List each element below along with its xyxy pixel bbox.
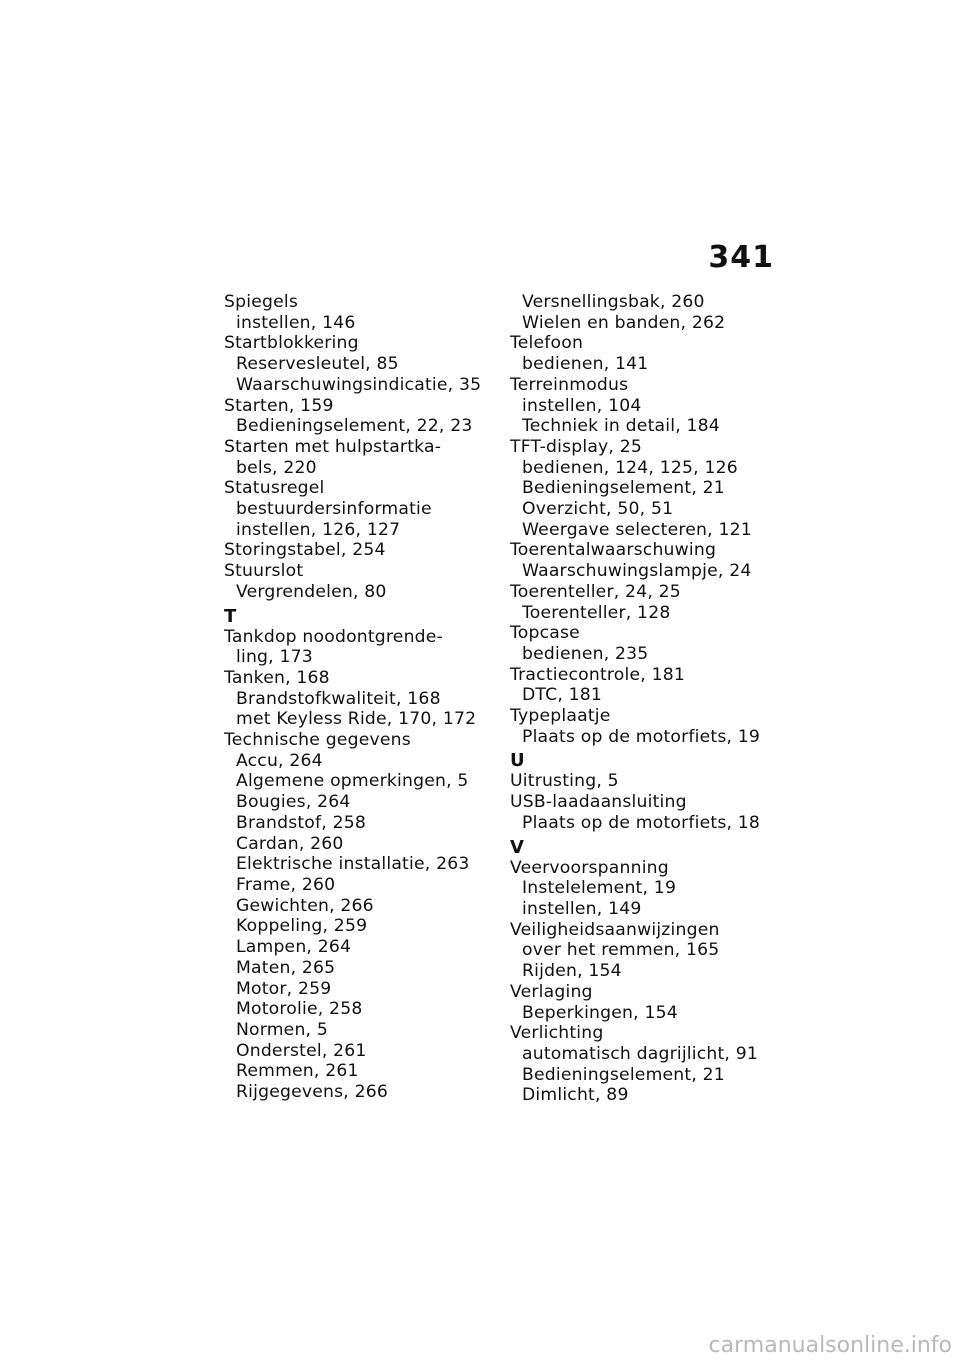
index-subentry: Reservesleutel, 85 (236, 354, 399, 375)
index-entry: Veiligheidsaanwijzingen (510, 919, 720, 940)
index-subentry: Motorolie, 258 (236, 999, 363, 1020)
index-entry: Telefoon (510, 333, 584, 354)
page-number: 341 (708, 240, 774, 275)
index-entry: Statusregel (224, 478, 325, 499)
index-entry: Spiegels (224, 292, 298, 312)
index-subentry: bels, 220 (236, 457, 317, 478)
index-subentry: Remmen, 261 (236, 1061, 359, 1082)
index-subentry: automatisch dagrijlicht, 91 (522, 1043, 759, 1064)
index-subentry: met Keyless Ride, 170, 172 (236, 709, 477, 730)
index-subentry: Gewichten, 266 (236, 895, 374, 916)
index-subentry: Versnellingsbak, 260 (522, 292, 705, 312)
index-column-right (510, 292, 780, 1106)
index-entry: Technische gegevens (224, 730, 411, 751)
index-subentry: Wielen en banden, 262 (522, 312, 726, 333)
index-subentry: Algemene opmerkingen, 5 (236, 771, 469, 792)
index-subentry: Beperkingen, 154 (522, 1002, 678, 1023)
index-subentry: instellen, 149 (522, 898, 642, 919)
index-subentry: Bougies, 264 (236, 792, 351, 813)
index-subentry: Maten, 265 (236, 957, 336, 978)
index-subentry: Brandstof, 258 (236, 812, 366, 833)
index-entry: Toerentalwaarschuwing (510, 540, 717, 561)
index-entry: Tanken, 168 (224, 667, 330, 688)
index-subentry: Overzicht, 50, 51 (522, 499, 674, 520)
index-subentry: over het remmen, 165 (522, 940, 720, 961)
index-entry: Tankdop noodontgrende- (224, 626, 443, 647)
index-subentry: Lampen, 264 (236, 937, 352, 958)
index-entry: Typeplaatje (510, 706, 611, 727)
index-subentry: Waarschuwingsindicatie, 35 (236, 374, 482, 395)
index-entry: Terreinmodus (510, 374, 629, 395)
index-subentry: Brandstofkwaliteit, 168 (236, 688, 441, 709)
index-column-left (224, 292, 494, 1103)
index-entry: Stuurslot (224, 561, 304, 582)
index-subentry: Koppeling, 259 (236, 916, 368, 937)
index-entry: TFT-display, 25 (510, 436, 643, 457)
index-subentry: Bedieningselement, 21 (522, 478, 725, 499)
index-entry: Veervoorspanning (510, 857, 669, 878)
index-subentry: Vergrendelen, 80 (236, 581, 387, 602)
index-subentry: Bedieningselement, 22, 23 (236, 416, 473, 437)
index-subentry: Bedieningselement, 21 (522, 1064, 725, 1085)
index-section-letter: V (510, 836, 524, 858)
index-entry: Starten met hulpstartka- (224, 436, 442, 457)
index-subentry: Frame, 260 (236, 874, 336, 895)
index-subentry: Cardan, 260 (236, 833, 344, 854)
index-subentry: Toerenteller, 128 (522, 602, 671, 623)
index-subentry: Waarschuwingslampje, 24 (522, 561, 752, 582)
index-entry: Verlaging (510, 981, 593, 1002)
index-subentry: Plaats op de motorfiets, 19 (522, 726, 761, 747)
index-subentry: instellen, 146 (236, 312, 356, 333)
index-entry: Uitrusting, 5 (510, 771, 619, 792)
index-subentry: DTC, 181 (522, 685, 603, 706)
index-section-letter: T (224, 605, 237, 627)
watermark-text: carmanualsonline.info (708, 1333, 952, 1358)
index-entry: Starten, 159 (224, 395, 334, 416)
index-subentry: Dimlicht, 89 (522, 1085, 629, 1106)
index-subentry: Rijden, 154 (522, 961, 622, 982)
index-subentry: Techniek in detail, 184 (522, 416, 720, 437)
index-subentry: bedienen, 235 (522, 643, 649, 664)
index-subentry: Accu, 264 (236, 750, 323, 771)
index-subentry: Elektrische installatie, 263 (236, 854, 470, 875)
index-subentry: Weergave selecteren, 121 (522, 519, 752, 540)
index-subentry: instellen, 104 (522, 395, 642, 416)
index-subentry: ling, 173 (236, 647, 313, 668)
index-subentry: instellen, 126, 127 (236, 519, 401, 540)
index-subentry: Instelelement, 19 (522, 878, 677, 899)
index-section-letter: U (510, 750, 525, 772)
index-subentry: bedienen, 141 (522, 354, 649, 375)
index-entry: USB-laadaansluiting (510, 792, 687, 813)
index-entry: Storingstabel, 254 (224, 540, 386, 561)
index-entry: Toerenteller, 24, 25 (510, 581, 681, 602)
index-entry: Tractiecontrole, 181 (510, 664, 685, 685)
index-subentry: Normen, 5 (236, 1019, 329, 1040)
index-subentry: Onderstel, 261 (236, 1040, 367, 1061)
index-entry: Verlichting (510, 1023, 604, 1044)
index-subentry: Rijgegevens, 266 (236, 1082, 388, 1103)
index-subentry: bedienen, 124, 125, 126 (522, 457, 738, 478)
index-entry: Topcase (510, 623, 580, 644)
index-subentry: Plaats op de motorfiets, 18 (522, 812, 761, 833)
index-subentry: Motor, 259 (236, 978, 332, 999)
index-entry: Startblokkering (224, 333, 359, 354)
index-subentry: bestuurdersinformatie (236, 499, 432, 520)
